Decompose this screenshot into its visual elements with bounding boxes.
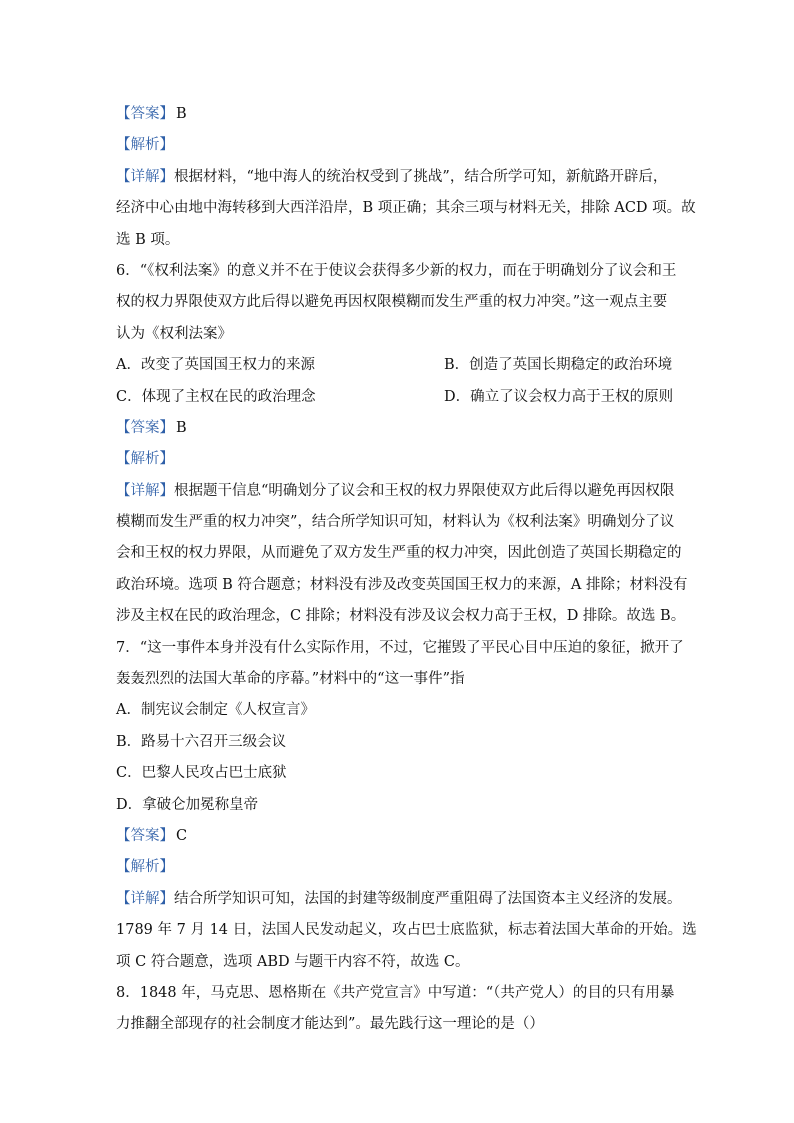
detail-text: 结合所学知识可知，法国的封建等级制度严重阻碍了法国资本主义经济的发展。 — [174, 890, 682, 907]
q5-analysis-line — [116, 130, 676, 161]
q7-analysis-line — [116, 852, 676, 883]
q7-option-a: A．制宪议会制定《人权宣言》 — [116, 702, 315, 719]
detail-tag: 【详解】 — [116, 168, 174, 185]
q7-answer-line — [116, 821, 676, 852]
answer-value: C — [176, 827, 188, 844]
q7-stem-line-2: 轰轰烈烈的法国大革命的序幕。”材料中的“这一事件”指 — [116, 671, 465, 688]
answer-value: B — [176, 419, 187, 436]
q6-answer-line — [116, 413, 676, 444]
q6-options-row-1 — [116, 350, 676, 381]
detail-text: 根据材料，“地中海人的统治权受到了挑战”，结合所学可知，新航路开辟后， — [174, 168, 668, 185]
q6-stem-line-3: 认为《权利法案》 — [116, 325, 232, 342]
q5-answer-line — [116, 99, 676, 130]
q6-analysis-line — [116, 444, 676, 475]
analysis-tag: 【解析】 — [116, 859, 174, 876]
detail-tag: 【详解】 — [116, 890, 174, 907]
q6-detail-line-2: 模糊而发生严重的权力冲突”，结合所学知识可知，材料认为《权利法案》明确划分了议 — [116, 514, 675, 531]
analysis-tag: 【解析】 — [116, 137, 174, 154]
q7-detail-line-3: 项 C 符合题意，选项 ABD 与题干内容不符，故选 C。 — [116, 953, 470, 970]
detail-tag: 【详解】 — [116, 482, 174, 499]
q7-stem-line-1: 7．“这一事件本身并没有什么实际作用，不过，它摧毁了平民心目中压迫的象征，掀开了 — [116, 639, 684, 656]
q6-stem-line-1: 6．“《权利法案》的意义并不在于使议会获得多少新的权力，而在于明确划分了议会和王 — [116, 262, 677, 279]
q7-option-b: B．路易十六召开三级会议 — [116, 733, 287, 750]
q7-detail-line-2: 1789 年 7 月 14 日，法国人民发动起义，攻占巴士底监狱，标志着法国大革命的开始。选 — [116, 922, 697, 939]
q7-option-d: D．拿破仑加冕称皇帝 — [116, 796, 259, 813]
q5-detail-line-2: 经济中心由地中海转移到大西洋沿岸，B 项正确；其余三项与材料无关，排除 ACD 项。故 — [116, 200, 696, 217]
answer-tag: 【答案】 — [116, 106, 174, 122]
answer-tag: 【答案】 — [116, 419, 174, 436]
answer-tag: 【答案】 — [116, 827, 174, 844]
answer-value: B — [176, 106, 187, 122]
detail-text: 根据题干信息“明确划分了议会和王权的权力界限使双方此后得以避免再因权限 — [174, 482, 675, 499]
q6-detail-line-4: 政治环境。选项 B 符合题意；材料没有涉及改变英国国王权力的来源，A 排除；材料没有 — [116, 576, 688, 593]
q8-stem-line-2: 力推翻全部现存的社会制度才能达到”。最先践行这一理论的是（） — [116, 1016, 544, 1033]
q6-stem-line-2: 权的权力界限使双方此后得以避免再因权限模糊而发生严重的权力冲突。”这一观点主要 — [116, 294, 668, 311]
q5-detail-line-3: 选 B 项。 — [116, 231, 180, 248]
q6-option-b: B．创造了英国长期稳定的政治环境 — [444, 357, 673, 374]
q6-option-d: D．确立了议会权力高于王权的原则 — [444, 388, 674, 405]
q6-detail-line-5: 涉及主权在民的政治理念，C 排除；材料没有涉及议会权力高于王权，D 排除。故选 B。 — [116, 608, 686, 625]
analysis-tag: 【解析】 — [116, 451, 174, 468]
q6-option-a: A．改变了英国国王权力的来源 — [116, 357, 315, 374]
q6-detail-line-3: 会和王权的权力界限，从而避免了双方发生严重的权力冲突，因此创造了英国长期稳定的 — [116, 545, 682, 562]
q8-stem-line-1: 8．1848 年，马克思、恩格斯在《共产党宣言》中写道：“（共产党人）的目的只有用暴 — [116, 984, 675, 1001]
q7-detail-line-1 — [116, 884, 682, 915]
q6-options-row-2 — [116, 382, 676, 413]
q6-detail-line-1 — [116, 476, 676, 507]
document-page — [116, 99, 697, 1041]
q7-option-c: C．巴黎人民攻占巴士底狱 — [116, 765, 287, 782]
q6-option-c: C．体现了主权在民的政治理念 — [116, 388, 316, 405]
q5-detail-line-1 — [116, 162, 676, 193]
